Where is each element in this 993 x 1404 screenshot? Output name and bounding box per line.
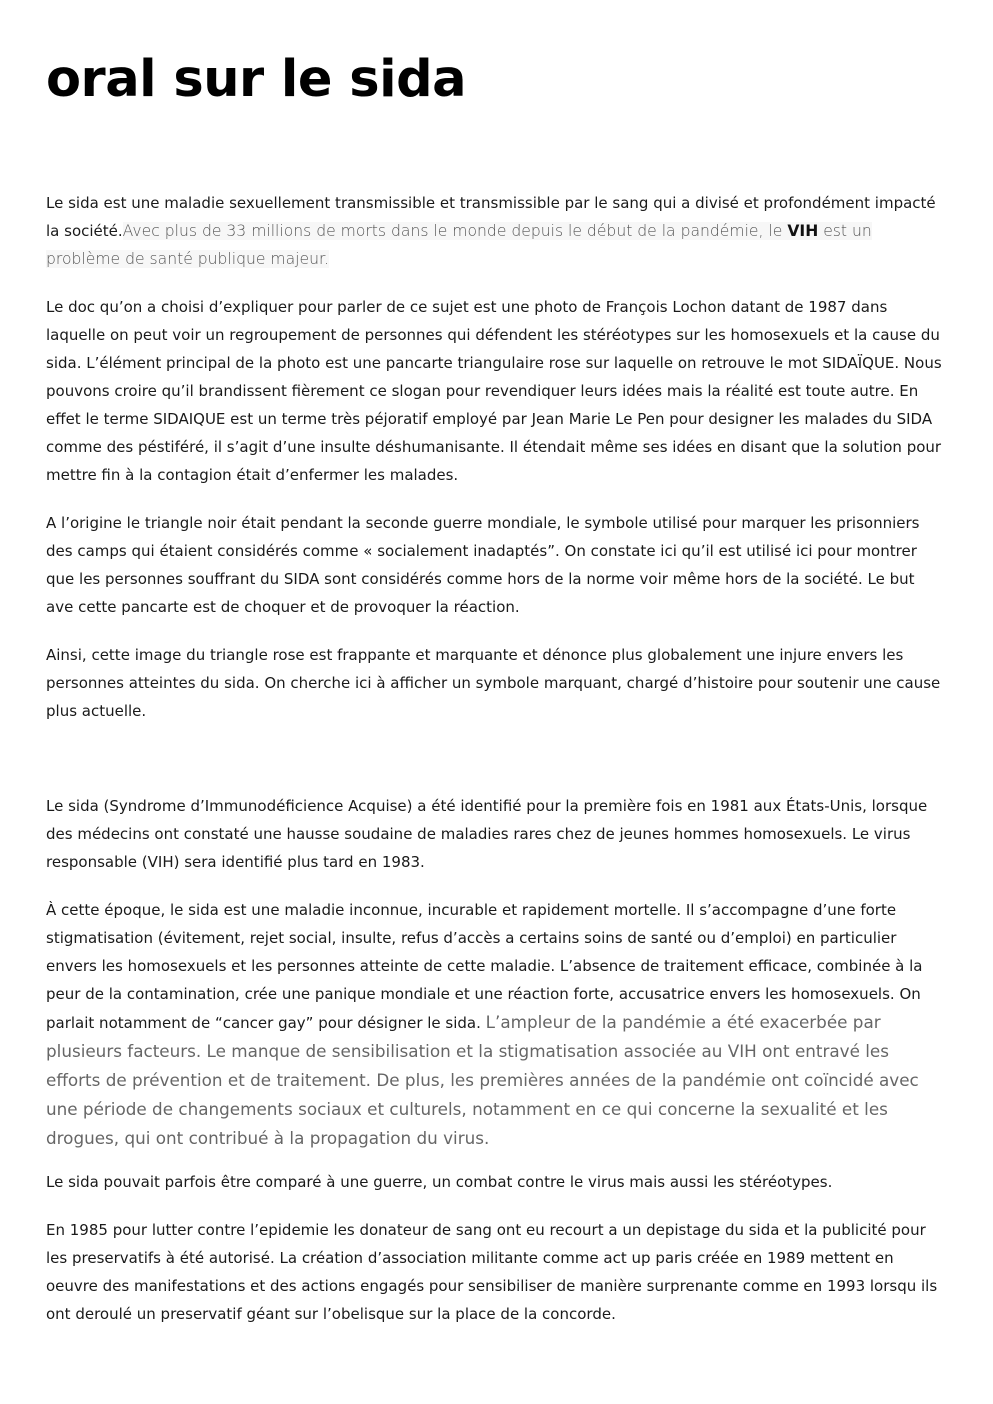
stigmatisation-main-text: À cette époque, le sida est une maladie inconnue, incurable et rapidement mortelle. Il s’accompagne d’une forte stigmatisation (évitement, rejet social, insulte, refus d’accès a certains soins de santé ou d’emploi) en particulier envers les homosexuels et les personnes atteinte de cette maladie. L’absence de traitement efficace, combinée à la peur de la contamination, crée une panique mondiale et une réaction forte, accusatrice envers les homosexuels. On parlait notamment de “cancer gay” pour désigner le sida. — [46, 901, 923, 1032]
pandemic-quote: L’ampleur de la pandémie a été exacerbée par plusieurs facteurs. Le manque de sensibilisation et la stigmatisation associée au VIH ont entravé les efforts de prévention et de traitement. De plus, les premières années de la pandémie ont coïncidé avec une période de changements sociaux et culturels, notamment en ce qui concerne la sexualité et les drogues, qui ont contribué à la propagation du virus. — [46, 1012, 919, 1148]
highlighted-quote — [46, 222, 872, 268]
paragraph-war-comparison: Le sida pouvait parfois être comparé à une guerre, un combat contre le virus mais aussi les stéréotypes. — [46, 1173, 833, 1191]
quote-text-before: Avec plus de 33 millions de morts dans le monde depuis le début de la pandémie, le — [122, 222, 788, 240]
paragraph-stigmatisation — [46, 896, 946, 1153]
paragraph-intro — [46, 189, 946, 273]
paragraph-actions-1985: En 1985 pour lutter contre l’epidemie les donateur de sang ont eu recourt a un depistage du sida et la publicité pour les preservatifs à été autorisé. La création d’association militante comme act up paris créée en 1989 mettent en oeuvre des manifestations et des actions engagés pour sensibiliser de manière surprenante comme en 1993 lorsqu ils ont deroulé un preservatif géant sur l’obelisque sur la place de la concorde. — [46, 1221, 938, 1323]
intro-lead-text: Le sida est une maladie sexuellement transmissible et transmissible par le sang qui a divisé et profondément impacté la société. — [46, 194, 936, 240]
quote-bold-vih: VIH — [787, 222, 819, 240]
paragraph-photo-description: Le doc qu’on a choisi d’expliquer pour parler de ce sujet est une photo de François Lochon datant de 1987 dans laquelle on peut voir un regroupement de personnes qui défendent les stéréotypes sur les homosexuels et la cause du sida. L’élément principal de la photo est une pancarte triangulaire rose sur laquelle on retrouve le mot SIDAÏQUE. Nous pouvons croire qu’il brandissent fièrement ce slogan pour revendiquer leurs idées mais la réalité est toute autre. En effet le terme SIDAIQUE est un terme très péjoratif employé par Jean Marie Le Pen pour designer les malades du SIDA comme des péstiféré, il s’agit d’une insulte déshumanisante. Il étendait même ses idées en disant que la solution pour mettre fin à la contagion était d’enfermer les malades. — [46, 298, 942, 484]
quote-text-after: est un problème de santé publique majeur. — [46, 222, 872, 268]
document-title: oral sur le sida — [46, 50, 466, 109]
paragraph-triangle-origin: A l’origine le triangle noir était pendant la seconde guerre mondiale, le symbole utilisé pour marquer les prisonniers des camps qui étaient considérés comme « socialement inadaptés”. On constate ici qu’il est utilisé ici pour montrer que les personnes souffrant du SIDA sont considérés comme hors de la norme voir même hors de la société. Le but ave cette pancarte est de choquer et de provoquer la réaction. — [46, 514, 920, 616]
paragraph-history: Le sida (Syndrome d’Immunodéficience Acquise) a été identifié pour la première fois en 1981 aux États-Unis, lorsque des médecins ont constaté une hausse soudaine de maladies rares chez de jeunes hommes homosexuels. Le virus responsable (VIH) sera identifié plus tard en 1983. — [46, 797, 928, 871]
paragraph-conclusion: Ainsi, cette image du triangle rose est frappante et marquante et dénonce plus globalement une injure envers les personnes atteintes du sida. On cherche ici à afficher un symbole marquant, chargé d’histoire pour soutenir une cause plus actuelle. — [46, 646, 941, 720]
